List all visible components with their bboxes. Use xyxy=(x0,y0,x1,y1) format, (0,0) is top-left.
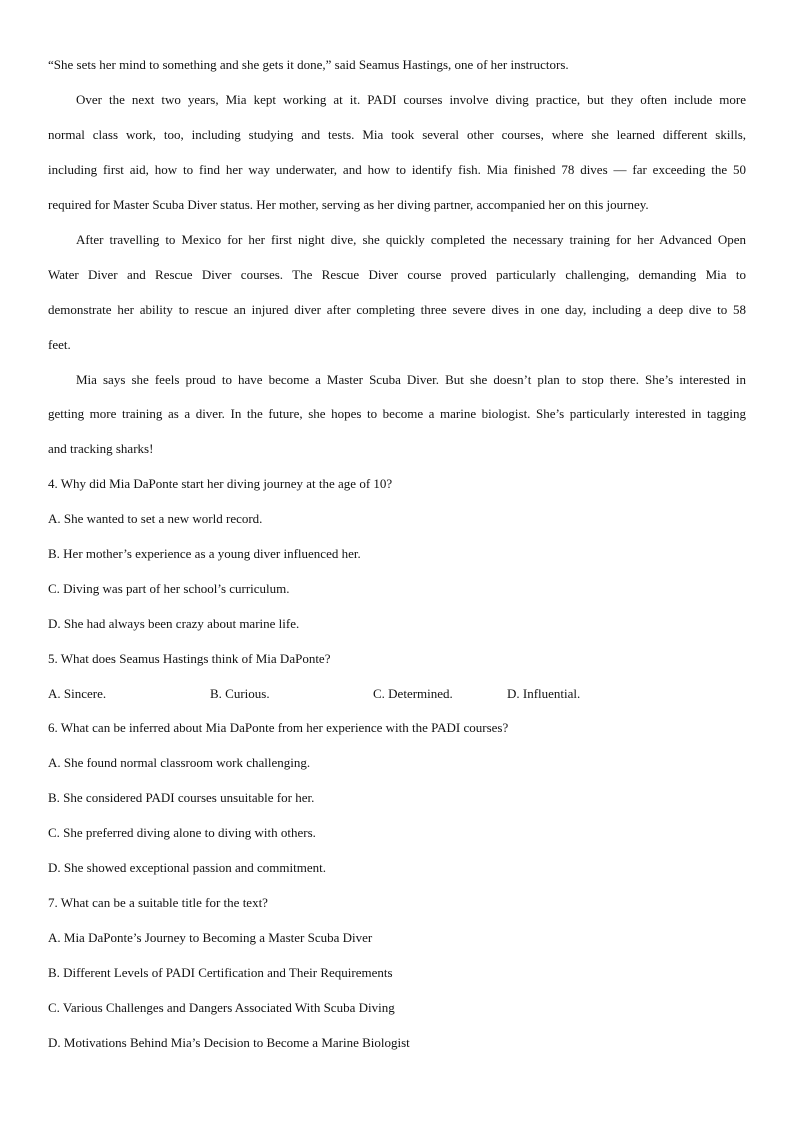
question-5-option-c: C. Determined. xyxy=(373,686,453,701)
question-4-option-a: A. She wanted to set a new world record. xyxy=(48,511,263,526)
question-4-option-b: B. Her mother’s experience as a young diver influenced her. xyxy=(48,546,361,561)
question-4-option-c: C. Diving was part of her school’s curriculum. xyxy=(48,581,290,596)
question-6-option-a: A. She found normal classroom work challenging. xyxy=(48,755,311,770)
question-7-option-b: B. Different Levels of PADI Certification and Their Requirements xyxy=(48,965,393,980)
paragraph-2-line: Over the next two years, Mia kept working at it. PADI courses involve diving practice, but they often include more xyxy=(76,92,746,107)
question-7-stem: 7. What can be a suitable title for the text? xyxy=(48,895,268,910)
question-4-option-d: D. She had always been crazy about marine life. xyxy=(48,616,300,631)
passage-quote-line: “She sets her mind to something and she gets it done,” said Seamus Hastings, one of her instructors. xyxy=(48,57,569,72)
question-5-option-a: A. Sincere. xyxy=(48,686,107,701)
question-6-option-c: C. She preferred diving alone to diving with others. xyxy=(48,825,316,840)
paragraph-4-line: getting more training as a diver. In the future, she hopes to become a marine biologist. She’s particularly interested in tagging xyxy=(48,406,746,421)
question-7-option-c: C. Various Challenges and Dangers Associated With Scuba Diving xyxy=(48,1000,395,1015)
paragraph-3-line: demonstrate her ability to rescue an injured diver after completing three severe dives in one day, including a deep dive to 58 xyxy=(48,302,746,317)
paragraph-4-line: and tracking sharks! xyxy=(48,441,154,456)
paragraph-2-line: required for Master Scuba Diver status. Her mother, serving as her diving partner, accompanied her on this journey. xyxy=(48,197,649,212)
question-6-stem: 6. What can be inferred about Mia DaPonte from her experience with the PADI courses? xyxy=(48,720,509,735)
paragraph-2-line: including first aid, how to find her way underwater, and how to identify fish. Mia finished 78 dives — far exceeding the 50 xyxy=(48,162,746,177)
paragraph-3-line: Water Diver and Rescue Diver courses. The Rescue Diver course proved particularly challenging, demanding Mia to xyxy=(48,267,746,282)
paragraph-3-line: feet. xyxy=(48,337,71,352)
paragraph-2-line: normal class work, too, including studying and tests. Mia took several other courses, where she learned different skills, xyxy=(48,127,746,142)
question-5-option-b: B. Curious. xyxy=(210,686,270,701)
question-7-option-a: A. Mia DaPonte’s Journey to Becoming a Master Scuba Diver xyxy=(48,930,373,945)
paragraph-3-line: After travelling to Mexico for her first night dive, she quickly completed the necessary training for her Advanced Open xyxy=(76,232,746,247)
question-7-option-d: D. Motivations Behind Mia’s Decision to Become a Marine Biologist xyxy=(48,1035,410,1050)
question-6-option-d: D. She showed exceptional passion and commitment. xyxy=(48,860,327,875)
question-4-stem: 4. Why did Mia DaPonte start her diving journey at the age of 10? xyxy=(48,476,393,491)
question-5-stem: 5. What does Seamus Hastings think of Mia DaPonte? xyxy=(48,651,331,666)
question-6-option-b: B. She considered PADI courses unsuitable for her. xyxy=(48,790,315,805)
paragraph-4-line: Mia says she feels proud to have become a Master Scuba Diver. But she doesn’t plan to stop there. She’s interested in xyxy=(76,372,746,387)
question-5-option-d: D. Influential. xyxy=(507,686,581,701)
